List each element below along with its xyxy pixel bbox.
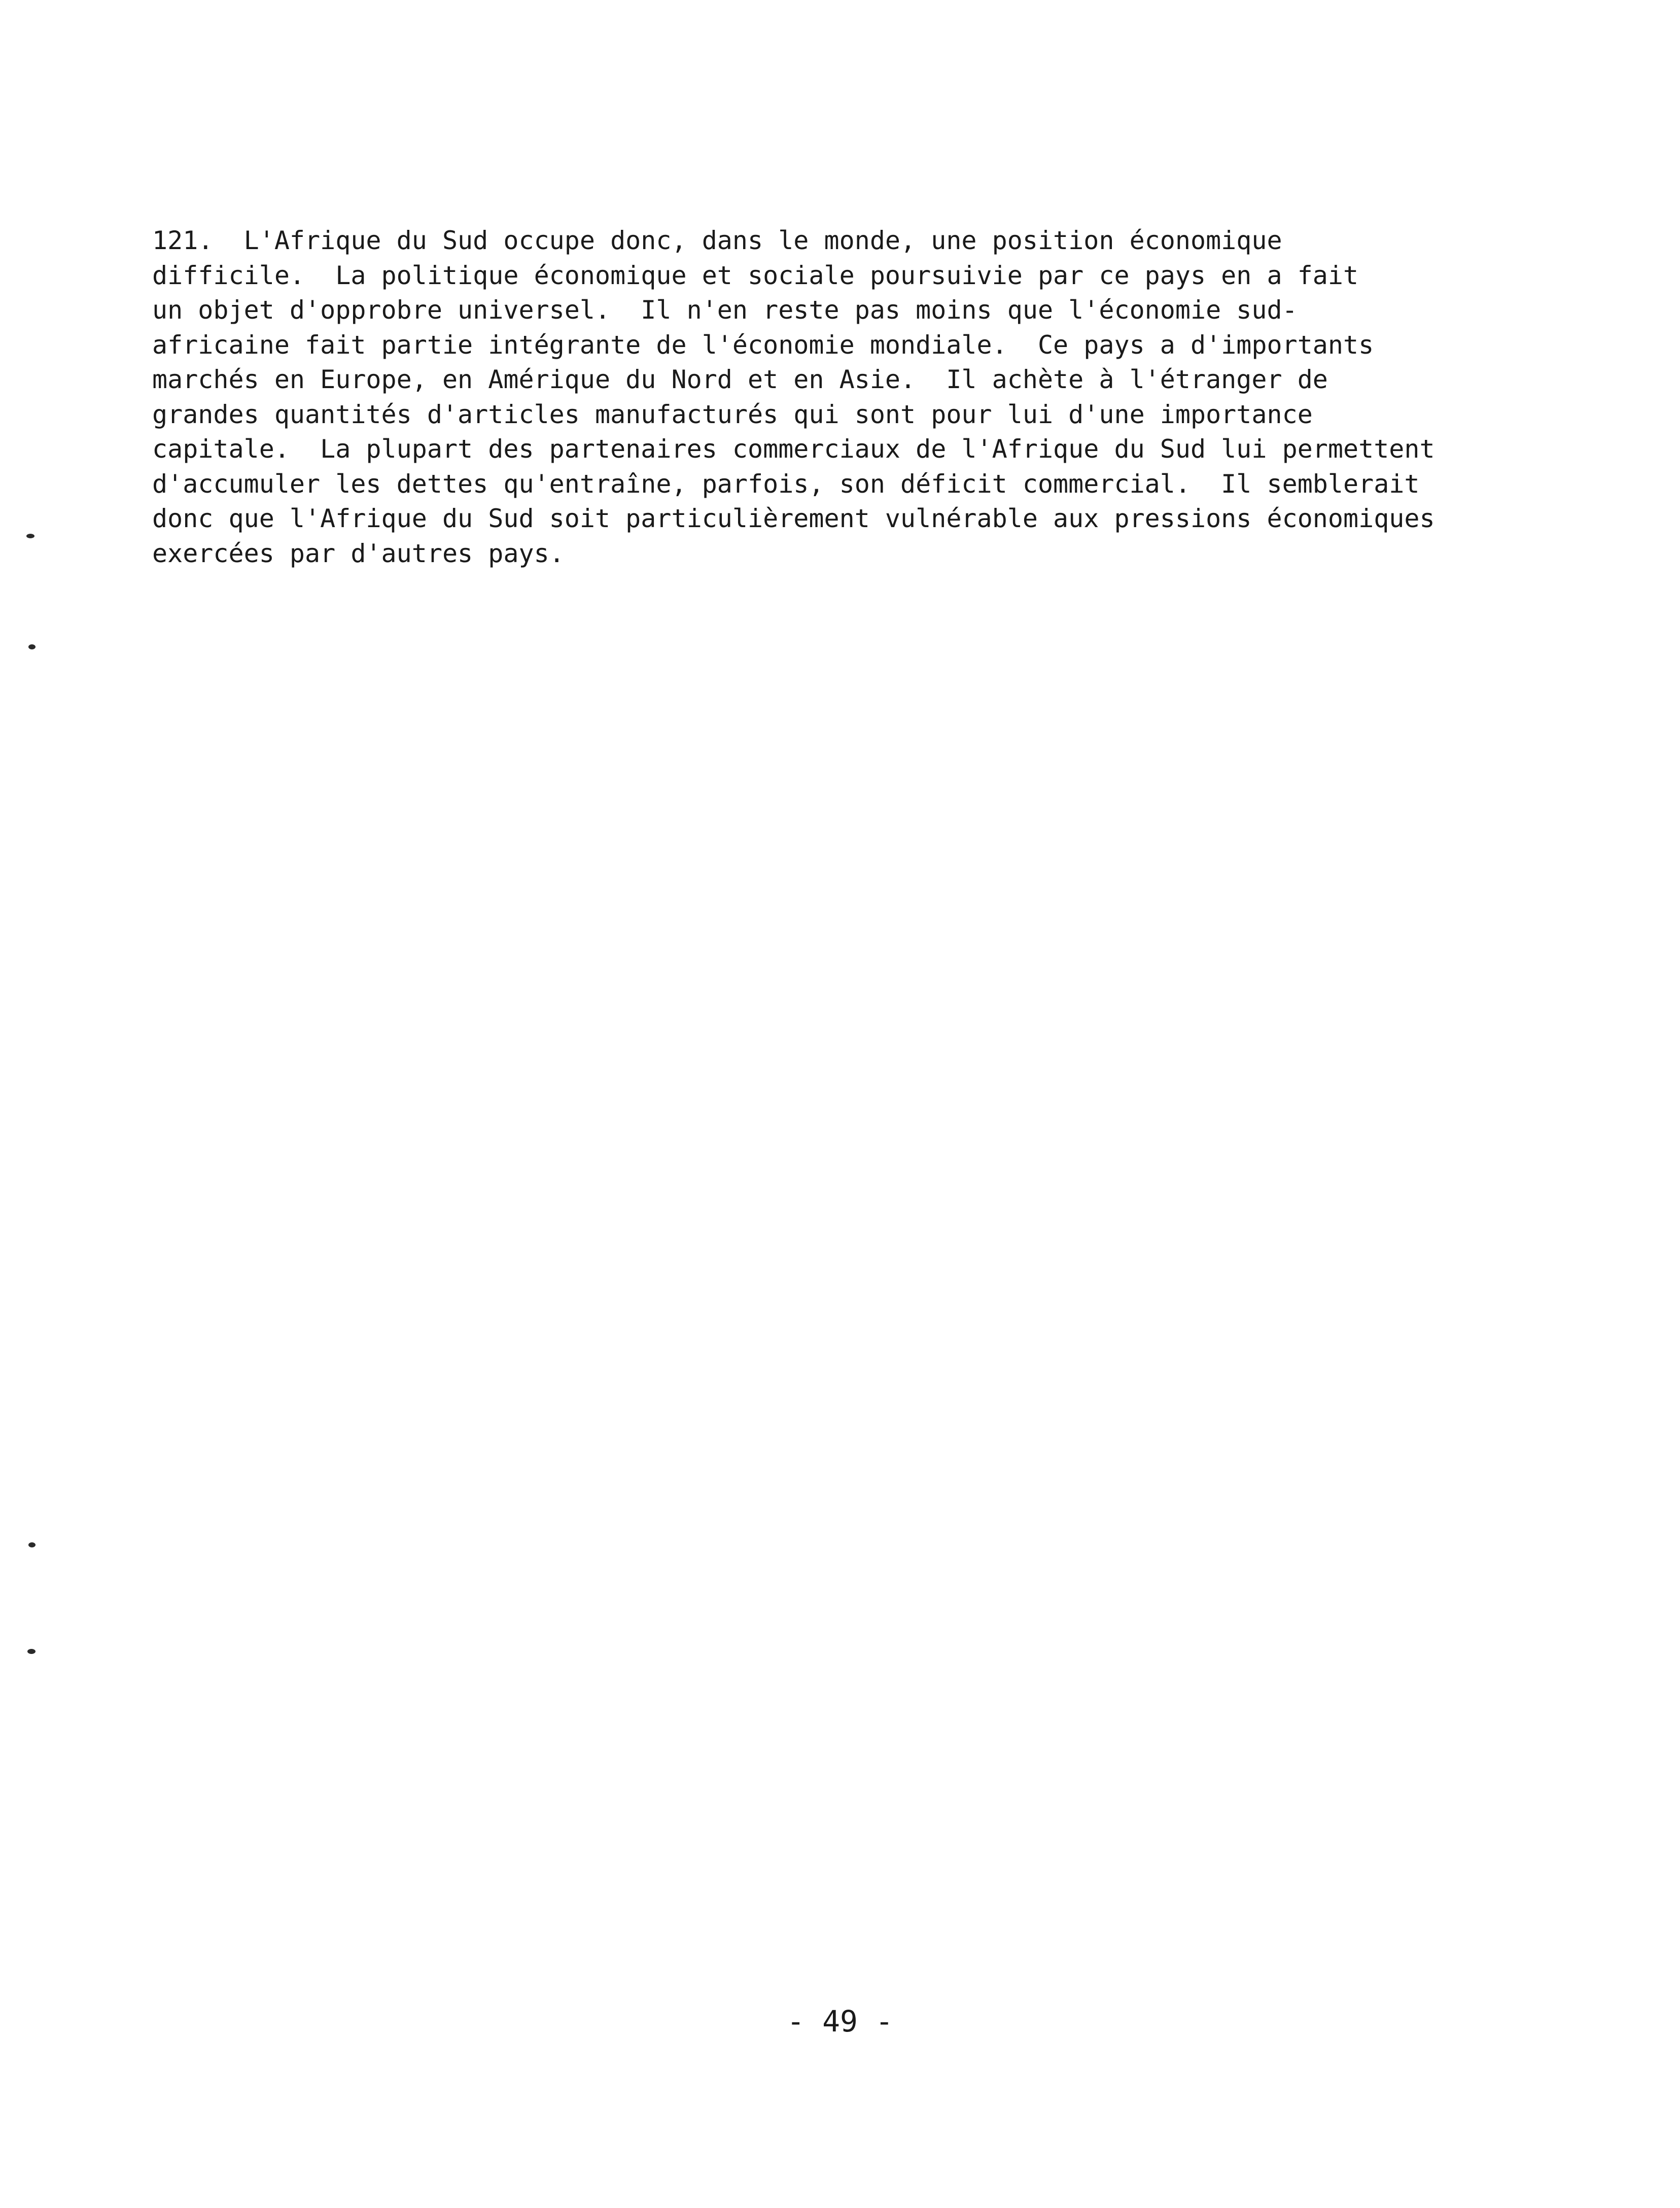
binder-hole-mark bbox=[26, 534, 34, 538]
paragraph-line: d'accumuler les dettes qu'entraîne, parfois, son déficit commercial. Il semblerait bbox=[152, 469, 1420, 499]
paragraph-line: un objet d'opprobre universel. Il n'en reste pas moins que l'économie sud- bbox=[152, 295, 1298, 325]
paragraph-line: grandes quantités d'articles manufacturés qui sont pour lui d'une importance bbox=[152, 399, 1313, 429]
paragraph-121 bbox=[152, 223, 1572, 571]
paragraph-line: capitale. La plupart des partenaires commerciaux de l'Afrique du Sud lui permettent bbox=[152, 434, 1435, 464]
paragraph-line: exercées par d'autres pays. bbox=[152, 538, 565, 568]
paragraph-line: marchés en Europe, en Amérique du Nord et en Asie. Il achète à l'étranger de bbox=[152, 365, 1328, 394]
paragraph-line: 121. L'Afrique du Sud occupe donc, dans le monde, une position économique bbox=[152, 226, 1282, 255]
paragraph-line: difficile. La politique économique et sociale poursuivie par ce pays en a fait bbox=[152, 260, 1359, 290]
binder-hole-mark bbox=[27, 1649, 36, 1654]
page-number: - 49 - bbox=[787, 2004, 893, 2039]
paragraph-line: africaine fait partie intégrante de l'économie mondiale. Ce pays a d'importants bbox=[152, 330, 1374, 360]
binder-hole-mark bbox=[28, 1542, 36, 1547]
binder-hole-mark bbox=[28, 644, 36, 649]
paragraph-line: donc que l'Afrique du Sud soit particulièrement vulnérable aux pressions économiques bbox=[152, 504, 1435, 533]
